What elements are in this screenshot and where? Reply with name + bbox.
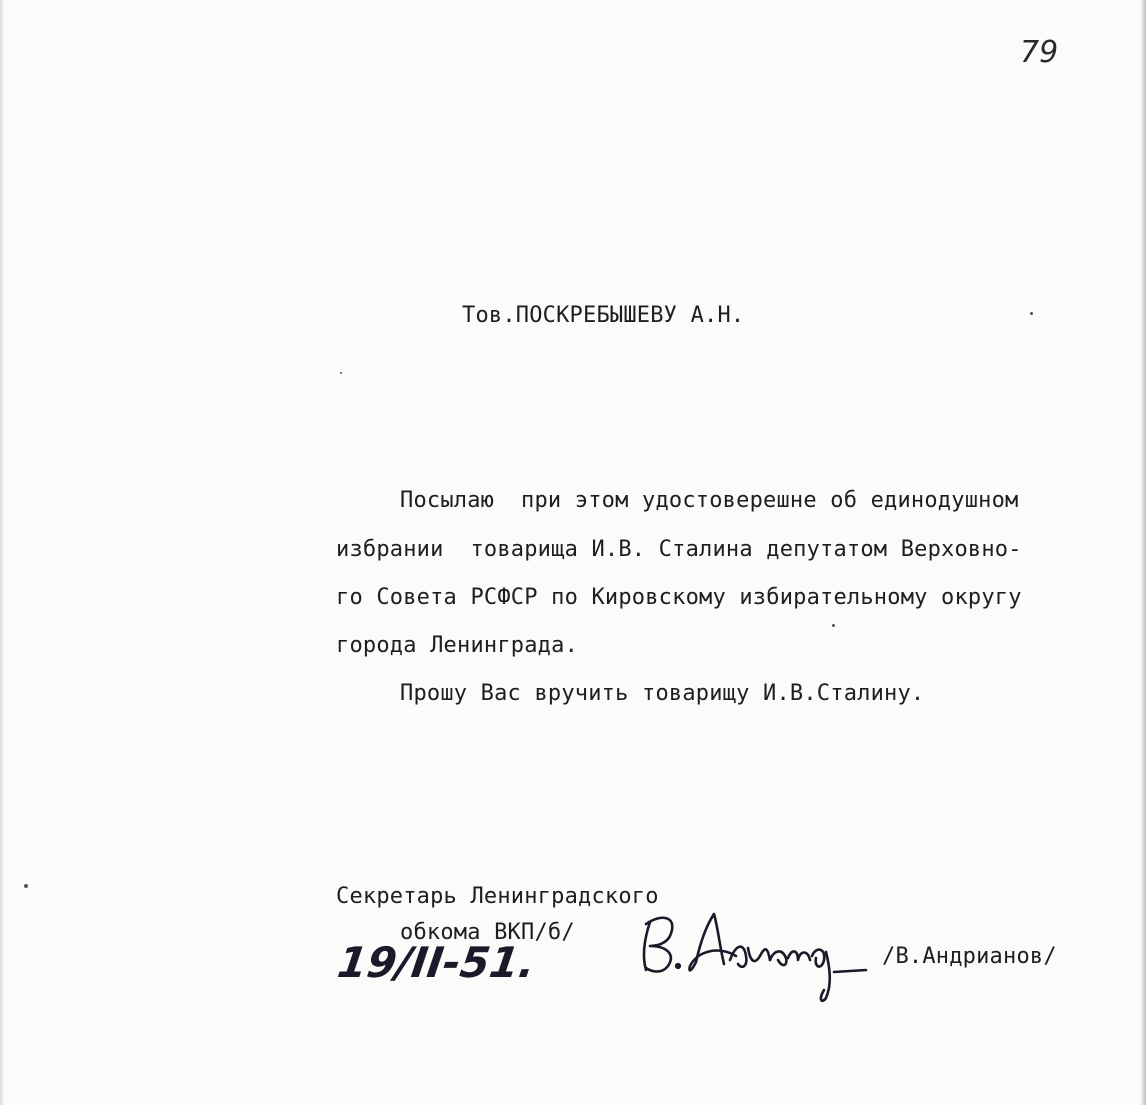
signer-name: /В.Андрианов/ [882, 944, 1057, 969]
paper-speck [340, 372, 342, 374]
signature [636, 904, 872, 1008]
body-line-4: города Ленинграда. [336, 633, 579, 658]
signer-title-line-1: Секретарь Ленинградского [336, 884, 659, 909]
addressee: Тов.ПОСКРЕБЫШЕВУ А.Н. [462, 303, 745, 328]
page-right-edge [1140, 0, 1146, 1105]
page-number: 79 [1020, 35, 1059, 70]
paper-speck [24, 884, 28, 888]
body-line-3: го Совета РСФСР по Кировскому избирательному округу [336, 585, 1022, 610]
body-line-2: избрании товарища И.В. Сталина депутатом Верховно- [336, 537, 1022, 562]
paper-speck [1030, 312, 1033, 315]
signer-title-line-2: обкома ВКП/б/ [400, 920, 575, 945]
handwritten-date: 19/II-51. [334, 938, 539, 987]
page-left-edge [0, 0, 4, 1105]
body-line-1: Посылаю при этом удостоверешне об единодушном [400, 488, 1019, 513]
body-line-5: Прошу Вас вручить товарищу И.В.Сталину. [400, 681, 925, 706]
paper-speck [832, 624, 835, 627]
